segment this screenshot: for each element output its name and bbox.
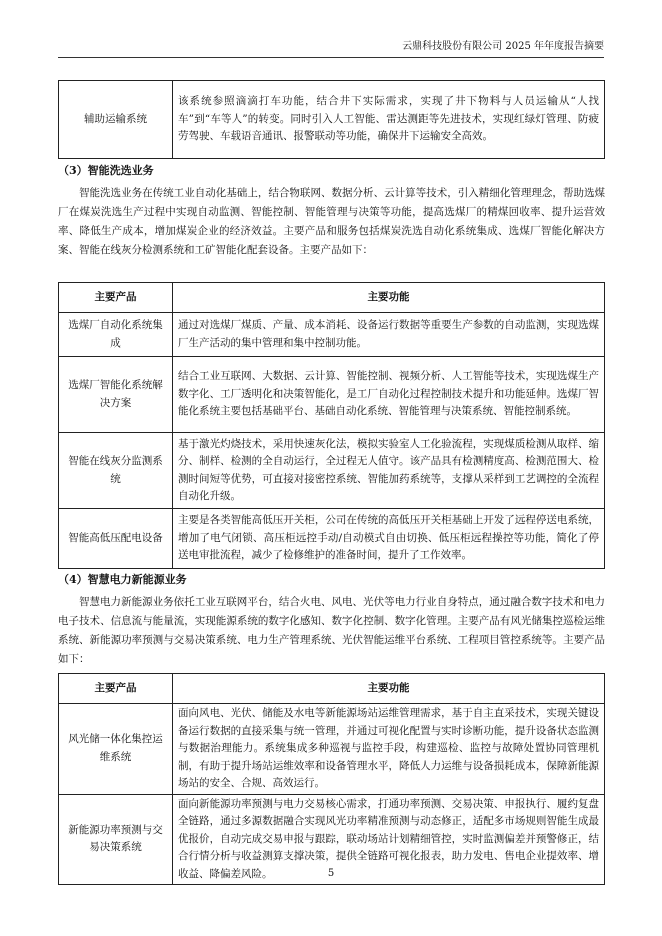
product-cell: 风光储一体化集控运维系统 (59, 704, 173, 795)
function-cell: 面向新能源功率预测与电力交易核心需求，打通功率预测、交易决策、申报执行、履约复盘全链路，通过多源数据融合实现风光功率精准预测与动态修正，适配多市场规则智能生成最优报价，自动完成交易申报与跟踪，联动场站计划精细管控，实时监测偏差并预警修正，结合行情分析与收益测算支撑决策，提供全链路可视化报表，助力发电、售电企业提效率、增收益、降偏差风险。 (173, 794, 605, 885)
product-cell: 选煤厂自动化系统集成 (59, 313, 173, 357)
header-title: 云鼎科技股份有限公司 2025 年年度报告摘要 (402, 41, 604, 52)
products-table-washing (58, 282, 605, 569)
table-row (59, 357, 605, 433)
product-cell: 智能在线灰分监测系统 (59, 433, 173, 509)
table-row (59, 509, 605, 569)
page-number: 5 (327, 868, 335, 879)
function-cell: 结合工业互联网、大数据、云计算、智能控制、视频分析、人工智能等技术，实现选煤生产数字化、工厂透明化和决策智能化，是工厂自动化过程控制技术提升和功能延伸。选煤厂智能化系统主要包括基础平台、基础自动化系统、智能管理与决策系统、智能控制系统。 (173, 357, 605, 433)
column-header-function: 主要功能 (173, 283, 605, 313)
product-cell: 辅助运输系统 (59, 81, 173, 159)
table-continued (58, 80, 605, 159)
table-header-row (59, 674, 605, 704)
table-row (59, 704, 605, 795)
page-header (58, 40, 604, 58)
function-cell: 基于激光灼烧技术，采用快速灰化法，模拟实验室人工化验流程，实现煤质检测从取样、缩分、制样、检测的全自动运行，全过程无人值守。该产品具有检测精度高、检测范围大、检测时间短等优势，可直接对接密控系统、智能加药系统等，支撑从采样到工艺调控的全流程自动化升级。 (173, 433, 605, 509)
section-paragraph-3: 智能洗选业务在传统工业自动化基础上，结合物联网、数据分析、云计算等技术，引入精细化管理理念，帮助选煤厂在煤炭洗选生产过程中实现自动监测、智能控制、智能管理与决策等功能，提高选煤厂的精煤回收率、提升运营效率、降低生产成本，增加煤炭企业的经济效益。主要产品和服务包括煤炭洗选自动化系统集成、选煤厂智能化解决方案、智能在线灰分检测系统和工矿智能化配套设备。主要产品如下： (58, 187, 605, 256)
product-cell: 新能源功率预测与交易决策系统 (59, 794, 173, 885)
product-cell: 智能高低压配电设备 (59, 509, 173, 569)
table-row (59, 433, 605, 509)
section-paragraph-4: 智慧电力新能源业务依托工业互联网平台，结合火电、风电、光伏等电力行业自身特点，通过融合数字技术和电力电子技术、信息流与能量流，实现能源系统的数字化感知、数字化控制、数字化管理。主要产品有风光储集控巡检运维系统、新能源功率预测与交易决策系统、电力生产管理系统、光伏智能运维平台系统、工程项目管控系统等。主要产品如下： (58, 596, 605, 665)
section-heading-3: （3）智能洗选业务 (58, 164, 154, 177)
table-row (59, 81, 605, 159)
function-cell: 面向风电、光伏、储能及水电等新能源场站运维管理需求，基于自主直采技术，实现关键设备运行数据的直接采集与统一管理，并通过可视化配置与实时诊断功能，提升设备状态监测与数据治理能力。系统集成多种巡视与监控手段，构建巡检、监控与故障处置协同管理机制，有助于提升场站运维效率和设备管理水平，降低人力运维与设备损耗成本，保障新能源场站的安全、合规、高效运行。 (173, 704, 605, 795)
section-heading-4: （4）智慧电力新能源业务 (58, 573, 187, 586)
table-row (59, 313, 605, 357)
products-table-power (58, 673, 605, 885)
product-cell: 选煤厂智能化系统解决方案 (59, 357, 173, 433)
column-header-function: 主要功能 (173, 674, 605, 704)
function-cell: 该系统参照滴滴打车功能，结合井下实际需求，实现了井下物料与人员运输从“人找车”到“车等人”的转变。同时引入人工智能、雷达测距等先进技术，实现红绿灯管理、防疲劳驾驶、车载语音通讯、报警联动等功能，确保井下运输安全高效。 (173, 81, 605, 159)
column-header-product: 主要产品 (59, 674, 173, 704)
table-header-row (59, 283, 605, 313)
column-header-product: 主要产品 (59, 283, 173, 313)
function-cell: 通过对选煤厂煤质、产量、成本消耗、设备运行数据等重要生产参数的自动监测，实现选煤厂生产活动的集中管理和集中控制功能。 (173, 313, 605, 357)
function-cell: 主要是各类智能高低压开关柜，公司在传统的高低压开关柜基础上开发了远程停送电系统，增加了电气闭锁、高压柜远控手动/自动模式自由切换、低压柜远程操控等功能，简化了停送电审批流程，减少了检修维护的准备时间，提升了工作效率。 (173, 509, 605, 569)
